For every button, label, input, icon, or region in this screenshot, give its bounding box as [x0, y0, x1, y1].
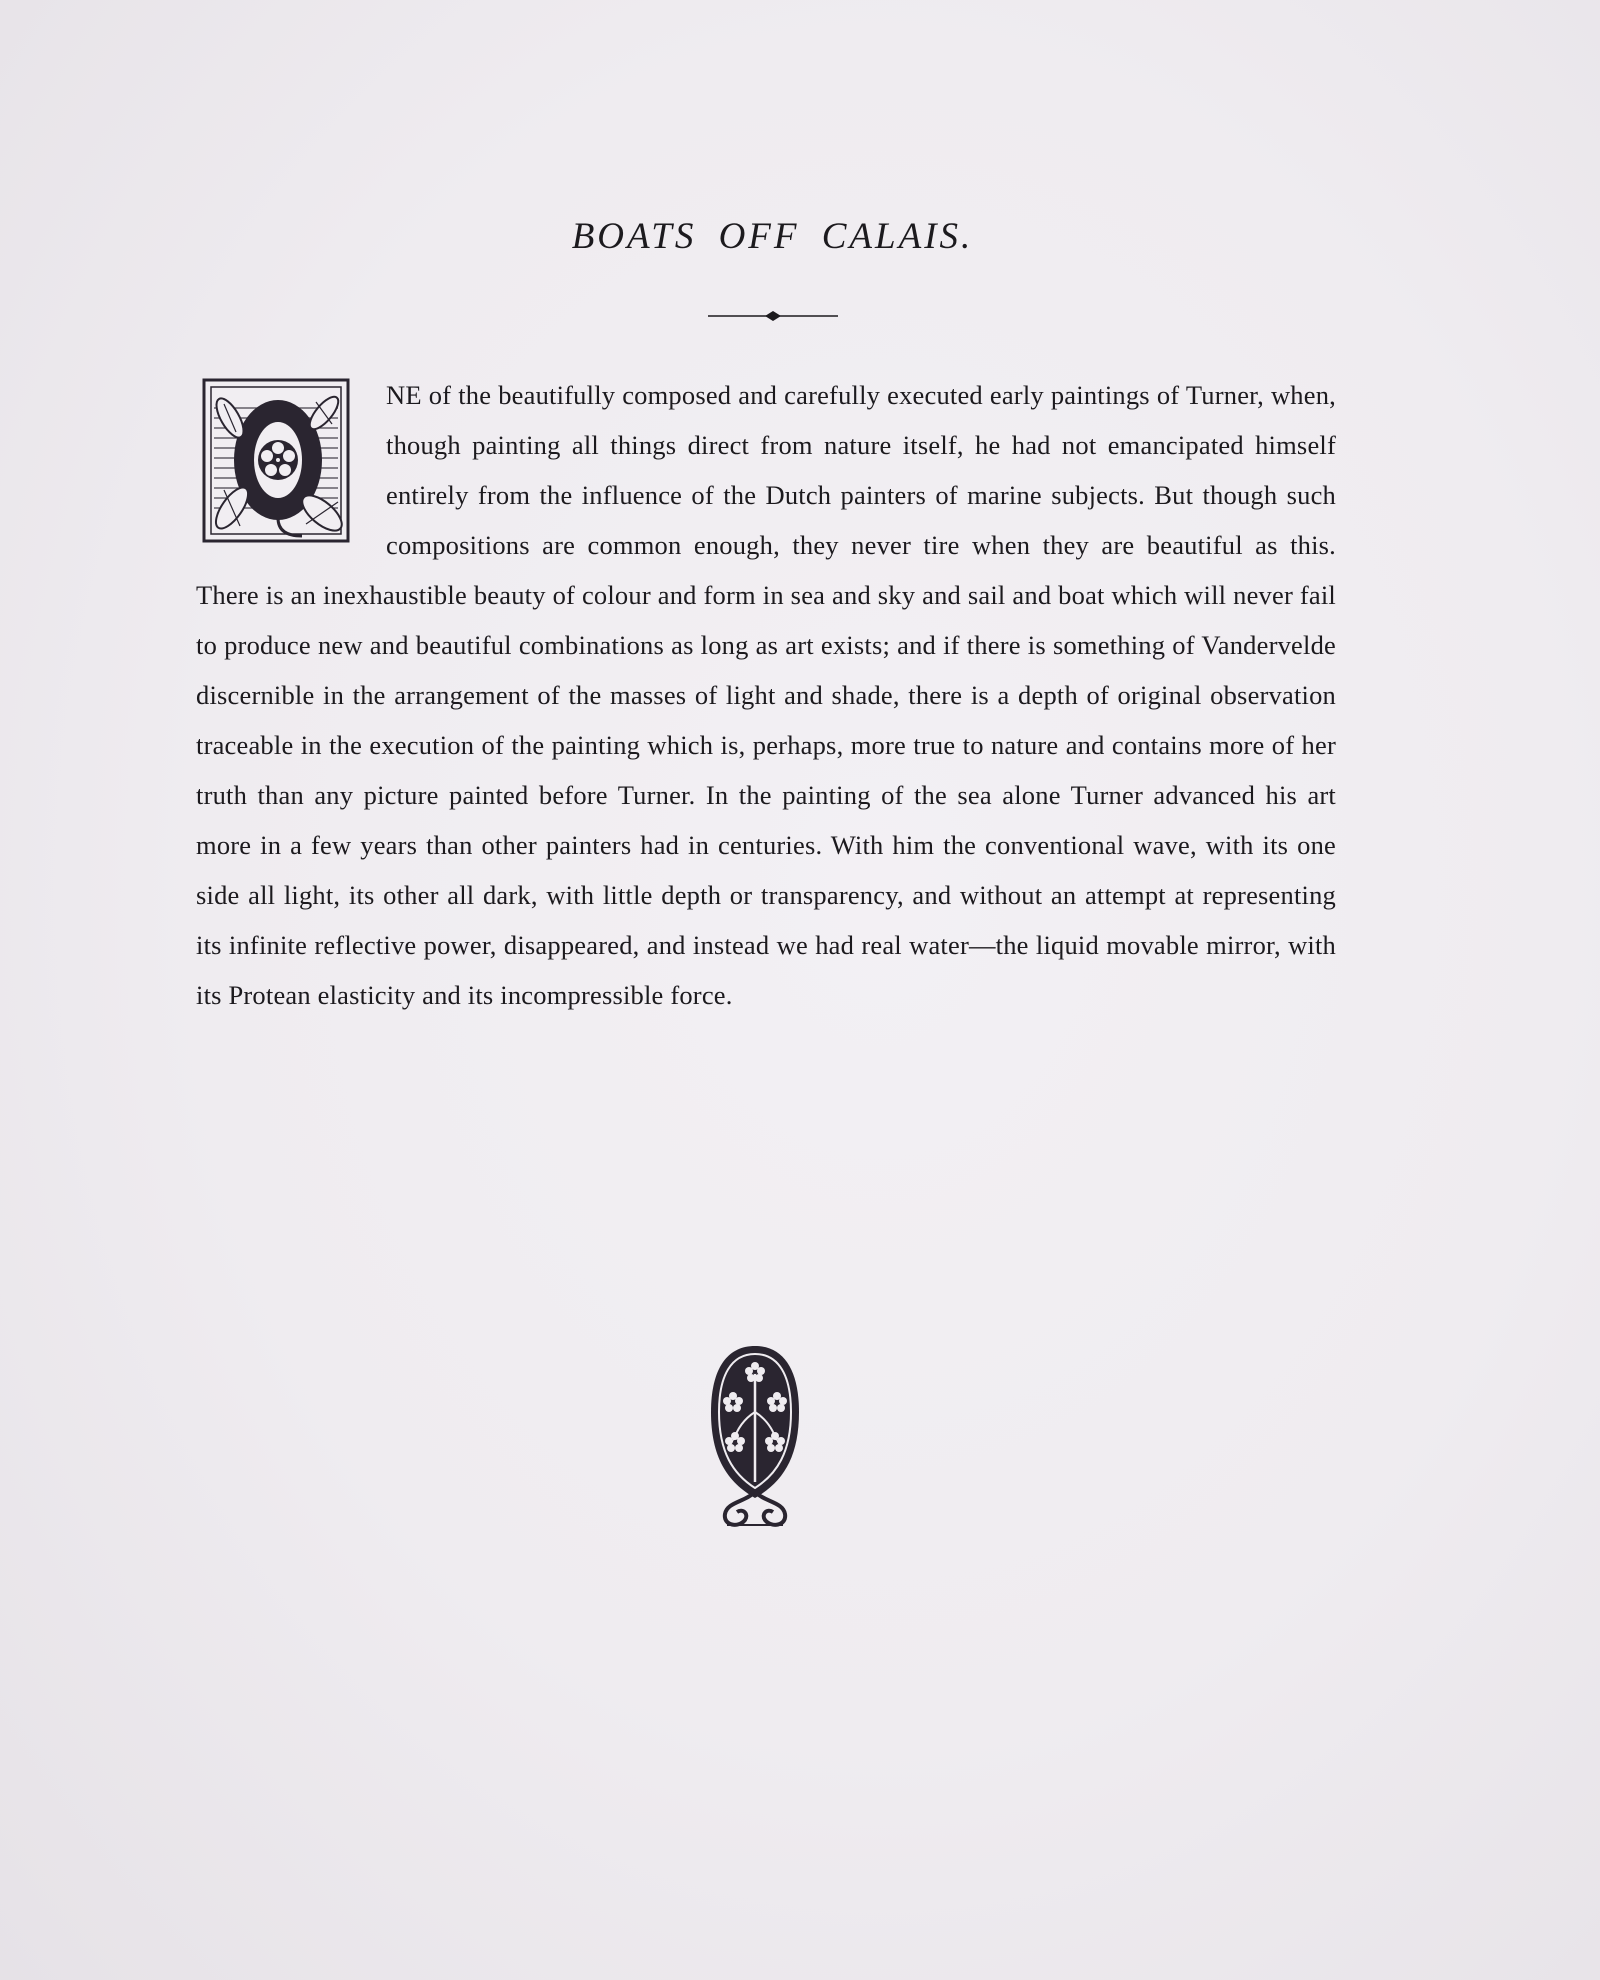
floral-shield-ornament-icon: [705, 1342, 805, 1532]
article-text: NE of the beautifully composed and carefully executed early paintings of Turner, when, though painting all things direct from nature itself, he had not emancipated himself entirely from the influence of the Dutch painters of marine subjects. But though such compositions are common enough, they never tire when they are beautiful as this. There is an inexhaustible beauty of colour and form in sea and sky and sail and boat which will never fail to produce new and beautiful combinations as long as art exists; and if there is something of Vandervelde discernible in the arrangement of the masses of light and shade, there is a depth of original observation traceable in the execution of the painting which is, perhaps, more true to nature and contains more of her truth than any picture painted before Turner. In the painting of the sea alone Turner advanced his art more in a few years than other painters had in centuries. With him the conventional wave, with its one side all light, its other all dark, with little depth or transparency, and without an attempt at representing its infinite reflective power, disappeared, and instead we had real water—the liquid movable mirror, with its Protean elasticity and its incompressible force.: [196, 380, 1336, 1010]
article-body: [196, 370, 1336, 1020]
diamond-rule-icon: [708, 310, 838, 322]
page-title: BOATS OFF CALAIS.: [571, 216, 974, 257]
ornate-initial-o-icon: [202, 378, 350, 543]
